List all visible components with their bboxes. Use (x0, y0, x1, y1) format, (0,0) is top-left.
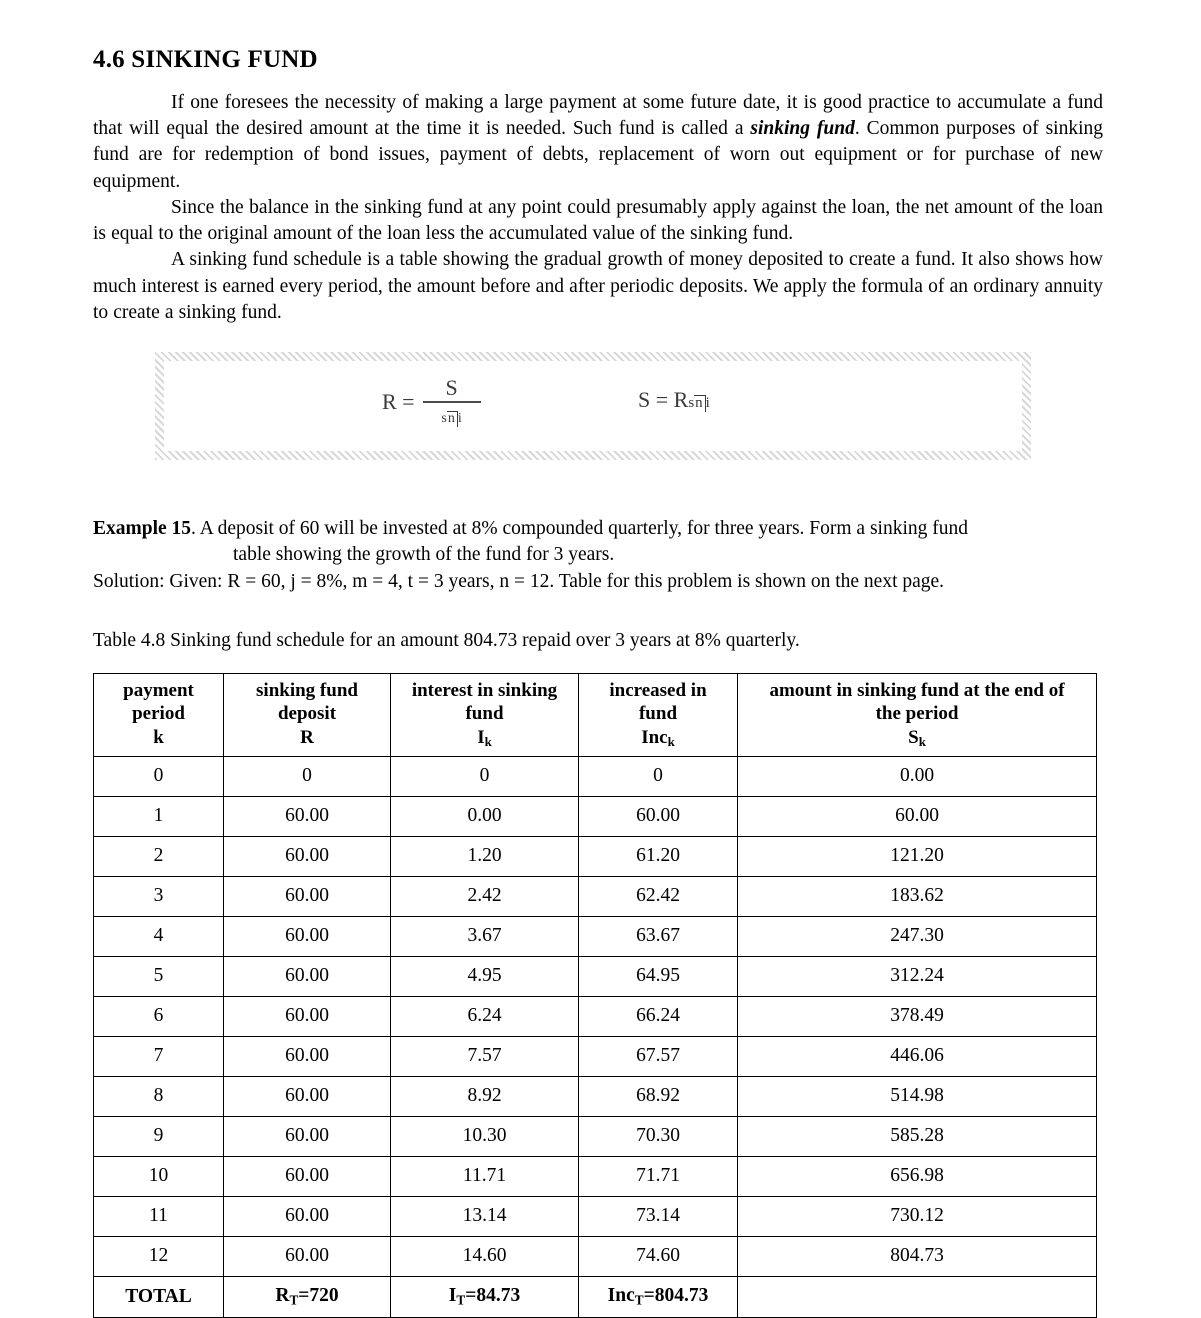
cell-deposit: 0 (224, 756, 391, 796)
cell-increase: 63.67 (579, 916, 738, 956)
cell-period: 0 (94, 756, 224, 796)
page-title: 4.6 SINKING FUND (93, 46, 318, 73)
cell-amount: 312.24 (738, 956, 1097, 996)
formula-accumulated-amount (638, 387, 710, 413)
formula-1-lhs: R = (382, 388, 415, 414)
total-interest-symbol: I (448, 1284, 457, 1306)
cell-deposit: 60.00 (224, 916, 391, 956)
formula-box-inner (164, 361, 1022, 451)
intro-paragraphs (93, 90, 1103, 326)
col-header-interest-in-fund (391, 674, 579, 756)
table-row (94, 876, 1097, 916)
col-header-symbol-base: I (477, 726, 485, 748)
total-increase-value: =804.73 (643, 1284, 709, 1306)
example-block (93, 516, 1103, 595)
cell-amount: 0.00 (738, 756, 1097, 796)
cell-increase: 0 (579, 756, 738, 796)
annuity-s-symbol: s (441, 410, 447, 426)
total-increase-symbol: Inc (607, 1284, 635, 1306)
table-body (94, 756, 1097, 1317)
cell-deposit: 60.00 (224, 1236, 391, 1276)
paragraph-3: A sinking fund schedule is a table showing the gradual growth of money deposited to create a fund. It also shows how much interest is earned every period, the amount before and after periodic deposits. We apply the formula of an ordinary annuity to create a sinking fund. (93, 249, 1103, 323)
col-header-payment-period (94, 674, 224, 756)
col-header-increase-in-fund (579, 674, 738, 756)
solution-line: Solution: Given: R = 60, j = 8%, m = 4, t = 3 years, n = 12. Table for this problem is shown on the next page. (93, 571, 945, 593)
formula-sinking-fund-deposit (382, 374, 481, 427)
cell-deposit: 60.00 (224, 1076, 391, 1116)
col-header-line-1: payment (123, 680, 194, 702)
paragraph-1-text-before: If one foresees the necessity of making a large payment at some future date, it is good practice to accumulate a fund that will equal the desired amount at the time it is needed. Such fund is called a (93, 92, 1103, 140)
cell-increase: 74.60 (579, 1236, 738, 1276)
cell-deposit: 60.00 (224, 1116, 391, 1156)
col-header-amount-end-of-period (738, 674, 1097, 756)
cell-interest: 1.20 (391, 836, 579, 876)
col-header-symbol-base: Inc (641, 726, 668, 748)
example-statement: . A deposit of 60 will be invested at 8% compounded quarterly, for three years. Form a sinking fund (191, 517, 968, 539)
cell-interest: 2.42 (391, 876, 579, 916)
col-header-symbol-sub: k (484, 733, 492, 749)
cell-deposit: 60.00 (224, 796, 391, 836)
annuity-notation-2 (688, 391, 710, 412)
cell-deposit: 60.00 (224, 1156, 391, 1196)
total-label: TOTAL (94, 1276, 224, 1317)
sinking-fund-table (93, 673, 1097, 1317)
col-header-sinking-fund-deposit (224, 674, 391, 756)
col-header-symbol-base: S (908, 726, 919, 748)
col-header-symbol-sub: k (667, 733, 675, 749)
cell-interest: 7.57 (391, 1036, 579, 1076)
col-header-line-1: amount in sinking fund at the end of (769, 680, 1065, 702)
cell-interest: 13.14 (391, 1196, 579, 1236)
cell-increase: 62.42 (579, 876, 738, 916)
table-row (94, 1196, 1097, 1236)
cell-interest: 10.30 (391, 1116, 579, 1156)
col-header-line-2: fund (465, 703, 504, 725)
table-row (94, 756, 1097, 796)
total-interest (391, 1276, 579, 1317)
sinking-fund-emphasis: sinking fund (750, 118, 855, 140)
total-increase (579, 1276, 738, 1317)
col-header-symbol-sub: k (918, 733, 926, 749)
cell-increase: 66.24 (579, 996, 738, 1036)
cell-increase: 67.57 (579, 1036, 738, 1076)
cell-deposit: 60.00 (224, 876, 391, 916)
col-header-symbol (582, 726, 734, 750)
cell-period: 7 (94, 1036, 224, 1076)
cell-increase: 68.92 (579, 1076, 738, 1116)
total-interest-value: =84.73 (465, 1284, 521, 1306)
cell-amount: 730.12 (738, 1196, 1097, 1236)
col-header-line-1: interest in sinking (411, 680, 558, 702)
cell-deposit: 60.00 (224, 1036, 391, 1076)
table-total-row (94, 1276, 1097, 1317)
table-row (94, 1236, 1097, 1276)
cell-period: 1 (94, 796, 224, 836)
cell-period: 12 (94, 1236, 224, 1276)
formula-2-lhs: S = R (638, 386, 689, 412)
cell-amount: 183.62 (738, 876, 1097, 916)
cell-increase: 64.95 (579, 956, 738, 996)
formula-1-fraction (423, 374, 481, 427)
col-header-symbol (394, 726, 575, 750)
cell-amount: 585.28 (738, 1116, 1097, 1156)
cell-interest: 0 (391, 756, 579, 796)
cell-period: 11 (94, 1196, 224, 1236)
cell-amount: 446.06 (738, 1036, 1097, 1076)
table-caption: Table 4.8 Sinking fund schedule for an amount 804.73 repaid over 3 years at 8% quarterly. (93, 630, 800, 652)
total-increase-subscript: T (634, 1292, 644, 1308)
table-row (94, 836, 1097, 876)
paragraph-1-text-after: . Common purposes of sinking fund are for redemption of bond issues, payment of debts, replacement of worn out equipment or for purchase of new equipment. (93, 118, 1103, 192)
cell-increase: 71.71 (579, 1156, 738, 1196)
cell-interest: 4.95 (391, 956, 579, 996)
total-deposit (224, 1276, 391, 1317)
cell-interest: 14.60 (391, 1236, 579, 1276)
col-header-symbol (97, 726, 220, 750)
cell-increase: 73.14 (579, 1196, 738, 1236)
cell-amount: 804.73 (738, 1236, 1097, 1276)
formula-box (155, 352, 1031, 460)
col-header-line-2: period (132, 703, 185, 725)
cell-period: 10 (94, 1156, 224, 1196)
cell-interest: 11.71 (391, 1156, 579, 1196)
col-header-line-1: sinking fund (256, 680, 358, 702)
total-deposit-value: =720 (298, 1284, 339, 1306)
cell-amount: 60.00 (738, 796, 1097, 836)
total-amount-empty (738, 1276, 1097, 1317)
formula-1-numerator: S (445, 374, 458, 400)
example-line-2: table showing the growth of the fund for 3 years. (233, 544, 615, 566)
col-header-symbol (227, 726, 387, 750)
cell-interest: 0.00 (391, 796, 579, 836)
cell-increase: 60.00 (579, 796, 738, 836)
table-row (94, 1156, 1097, 1196)
cell-period: 2 (94, 836, 224, 876)
cell-deposit: 60.00 (224, 956, 391, 996)
cell-deposit: 60.00 (224, 836, 391, 876)
table-row (94, 1116, 1097, 1156)
example-label: Example 15 (93, 517, 192, 539)
table-row (94, 996, 1097, 1036)
annuity-s-symbol-2: s (688, 394, 695, 411)
col-header-line-2: deposit (277, 703, 337, 725)
total-deposit-symbol: R (275, 1284, 290, 1306)
annuity-i-subscript: i (457, 410, 462, 426)
table-header-row (94, 674, 1097, 756)
cell-deposit: 60.00 (224, 1196, 391, 1236)
formula-1-denominator (435, 403, 467, 427)
cell-increase: 70.30 (579, 1116, 738, 1156)
cell-period: 6 (94, 996, 224, 1036)
cell-period: 4 (94, 916, 224, 956)
cell-period: 3 (94, 876, 224, 916)
cell-amount: 514.98 (738, 1076, 1097, 1116)
col-header-symbol (741, 726, 1093, 750)
cell-amount: 656.98 (738, 1156, 1097, 1196)
table-row (94, 1076, 1097, 1116)
total-deposit-subscript: T (289, 1292, 299, 1308)
paragraph-1 (93, 90, 1103, 195)
table-header (94, 674, 1097, 756)
page-content (93, 0, 1103, 1318)
cell-period: 8 (94, 1076, 224, 1116)
cell-amount: 378.49 (738, 996, 1097, 1036)
col-header-symbol-base: k (153, 726, 164, 748)
cell-increase: 61.20 (579, 836, 738, 876)
cell-period: 9 (94, 1116, 224, 1156)
table-row (94, 1036, 1097, 1076)
col-header-symbol-base: R (300, 726, 314, 748)
cell-deposit: 60.00 (224, 996, 391, 1036)
paragraph-2: Since the balance in the sinking fund at any point could presumably apply against the loan, the net amount of the loan is equal to the original amount of the loan less the accumulated value of the sinking fund. (93, 196, 1103, 245)
annuity-n-angle-2: n (694, 395, 706, 412)
cell-period: 5 (94, 956, 224, 996)
annuity-n-angle: n (447, 411, 458, 427)
cell-interest: 3.67 (391, 916, 579, 956)
cell-amount: 121.20 (738, 836, 1097, 876)
annuity-notation (441, 411, 461, 427)
col-header-line-2: fund (638, 703, 678, 725)
annuity-i-subscript-2: i (705, 394, 710, 411)
col-header-line-2: the period (875, 703, 959, 725)
table-row (94, 916, 1097, 956)
cell-interest: 8.92 (391, 1076, 579, 1116)
example-line-1 (93, 516, 1103, 542)
total-interest-subscript: T (456, 1292, 466, 1308)
cell-amount: 247.30 (738, 916, 1097, 956)
table-row (94, 956, 1097, 996)
table-row (94, 796, 1097, 836)
cell-interest: 6.24 (391, 996, 579, 1036)
col-header-line-1: increased in (609, 680, 707, 702)
